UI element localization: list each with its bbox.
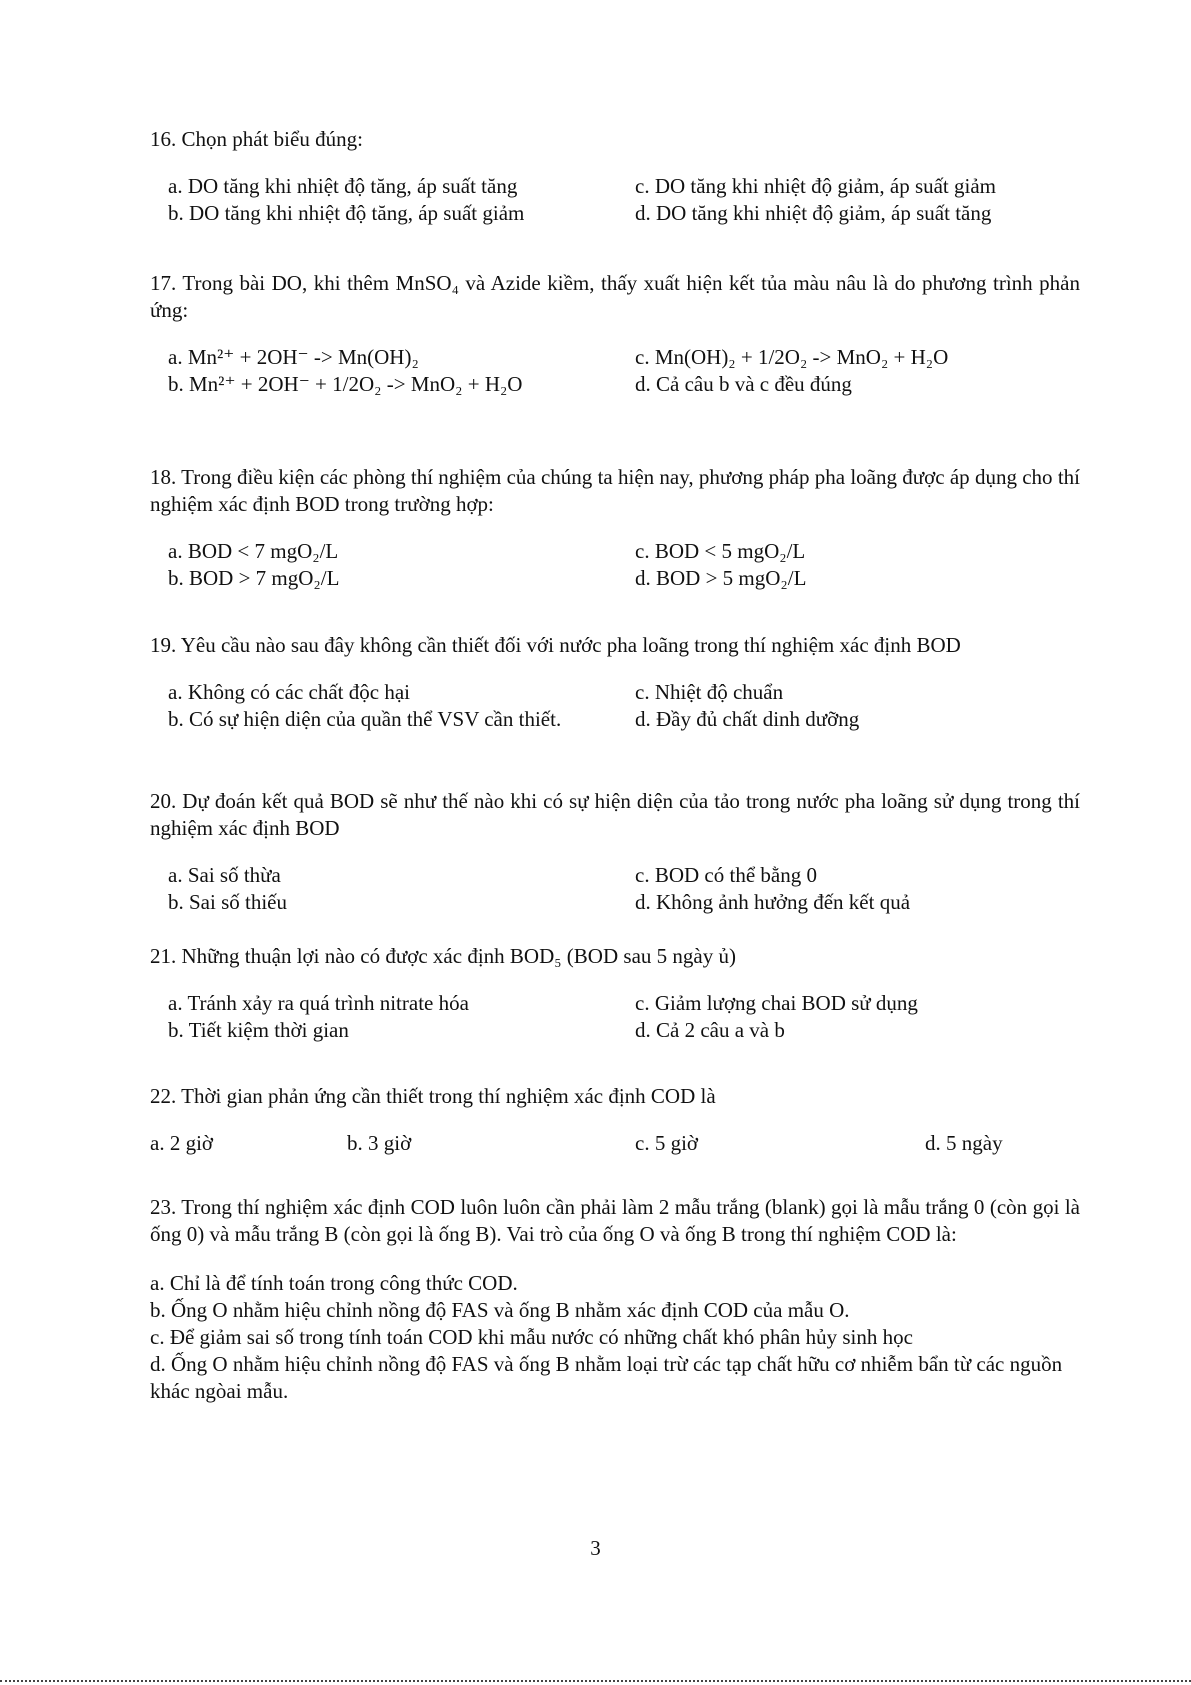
option-b: b. Ống O nhằm hiệu chỉnh nồng độ FAS và ống B nhằm xác định COD của mẫu O. (150, 1298, 850, 1322)
question-17 (150, 270, 1080, 398)
answer-options (150, 679, 1080, 733)
option-b: b. DO tăng khi nhiệt độ tăng, áp suất giảm (168, 201, 525, 225)
question-22 (150, 1083, 1080, 1157)
option-b: b. 3 giờ (347, 1131, 412, 1155)
option-c: c. Giảm lượng chai BOD sử dụng (635, 991, 918, 1015)
option-b: b. Mn²⁺ + 2OH⁻ + 1/2O₂ -> MnO₂ + H₂O (168, 372, 523, 396)
option-c: c. 5 giờ (635, 1131, 699, 1155)
option-d: d. 5 ngày (925, 1131, 1003, 1155)
question-21 (150, 943, 1080, 1044)
option-b: b. Có sự hiện diện của quần thể VSV cần thiết. (168, 707, 562, 731)
question-text: 17. Trong bài DO, khi thêm MnSO₄ và Azide kiềm, thấy xuất hiện kết tủa màu nâu là do phương trình phản ứng: (150, 271, 1080, 322)
option-d: d. BOD > 5 mgO₂/L (635, 566, 807, 590)
answer-options (150, 173, 1080, 227)
question-text: 18. Trong điều kiện các phòng thí nghiệm của chúng ta hiện nay, phương pháp pha loãng được áp dụng cho thí nghiệm xác định BOD trong trường hợp: (150, 465, 1080, 516)
option-b: b. Sai số thiếu (168, 890, 287, 914)
question-19 (150, 632, 1080, 733)
option-d: d. Cả câu b và c đều đúng (635, 372, 852, 396)
bottom-scan-border (0, 1680, 1191, 1682)
answer-options (150, 1270, 1080, 1405)
option-a: a. Chỉ là để tính toán trong công thức COD. (150, 1271, 518, 1295)
option-c: c. Mn(OH)₂ + 1/2O₂ -> MnO₂ + H₂O (635, 345, 949, 369)
option-c: c. BOD có thể bằng 0 (635, 863, 817, 887)
option-d: d. DO tăng khi nhiệt độ giảm, áp suất tăng (635, 201, 992, 225)
option-b: b. Tiết kiệm thời gian (168, 1018, 349, 1042)
answer-options (150, 862, 1080, 916)
question-text: 21. Những thuận lợi nào có được xác định BOD₅ (BOD sau 5 ngày ủ) (150, 944, 736, 968)
option-d: d. Đầy đủ chất dinh dưỡng (635, 707, 860, 731)
answer-options (150, 1130, 1080, 1157)
option-c: c. DO tăng khi nhiệt độ giảm, áp suất giảm (635, 174, 997, 198)
option-a: a. BOD < 7 mgO₂/L (168, 539, 339, 563)
question-text: 19. Yêu cầu nào sau đây không cần thiết đối với nước pha loãng trong thí nghiệm xác định BOD (150, 633, 961, 657)
option-a: a. Tránh xảy ra quá trình nitrate hóa (168, 991, 469, 1015)
option-d: d. Không ảnh hưởng đến kết quả (635, 890, 911, 914)
answer-options (150, 344, 1080, 398)
question-text: 23. Trong thí nghiệm xác định COD luôn luôn cần phải làm 2 mẫu trắng (blank) gọi là mẫu trắng 0 (còn gọi là ống 0) và mẫu trắng B (còn gọi là ống B). Vai trò của ống O và ống B trong thí nghiệm COD là: (150, 1195, 1080, 1246)
option-a: a. Không có các chất độc hại (168, 680, 410, 704)
answer-options (150, 538, 1080, 592)
question-text: 22. Thời gian phản ứng cần thiết trong thí nghiệm xác định COD là (150, 1084, 716, 1108)
question-text: 20. Dự đoán kết quả BOD sẽ như thế nào khi có sự hiện diện của tảo trong nước pha loãng sử dụng trong thí nghiệm xác định BOD (150, 789, 1080, 840)
page-number: 3 (590, 1536, 601, 1560)
option-d: d. Ống O nhằm hiệu chỉnh nồng độ FAS và ống B nhằm loại trừ các tạp chất hữu cơ nhiễm bẩn từ các nguồn khác ngòai mẫu. (150, 1352, 1063, 1403)
option-a: a. Mn²⁺ + 2OH⁻ -> Mn(OH)₂ (168, 345, 419, 369)
option-b: b. BOD > 7 mgO₂/L (168, 566, 340, 590)
option-a: a. 2 giờ (150, 1131, 214, 1155)
question-text: 16. Chọn phát biểu đúng: (150, 127, 363, 151)
question-23 (150, 1194, 1080, 1405)
question-20 (150, 788, 1080, 916)
option-c: c. BOD < 5 mgO₂/L (635, 539, 806, 563)
question-16 (150, 126, 1080, 227)
option-a: a. DO tăng khi nhiệt độ tăng, áp suất tăng (168, 174, 518, 198)
option-d: d. Cả 2 câu a và b (635, 1018, 785, 1042)
answer-options (150, 990, 1080, 1044)
option-c: c. Để giảm sai số trong tính toán COD khi mẫu nước có những chất khó phân hủy sinh học (150, 1325, 913, 1349)
option-c: c. Nhiệt độ chuẩn (635, 680, 784, 704)
question-18 (150, 464, 1080, 592)
option-a: a. Sai số thừa (168, 863, 281, 887)
